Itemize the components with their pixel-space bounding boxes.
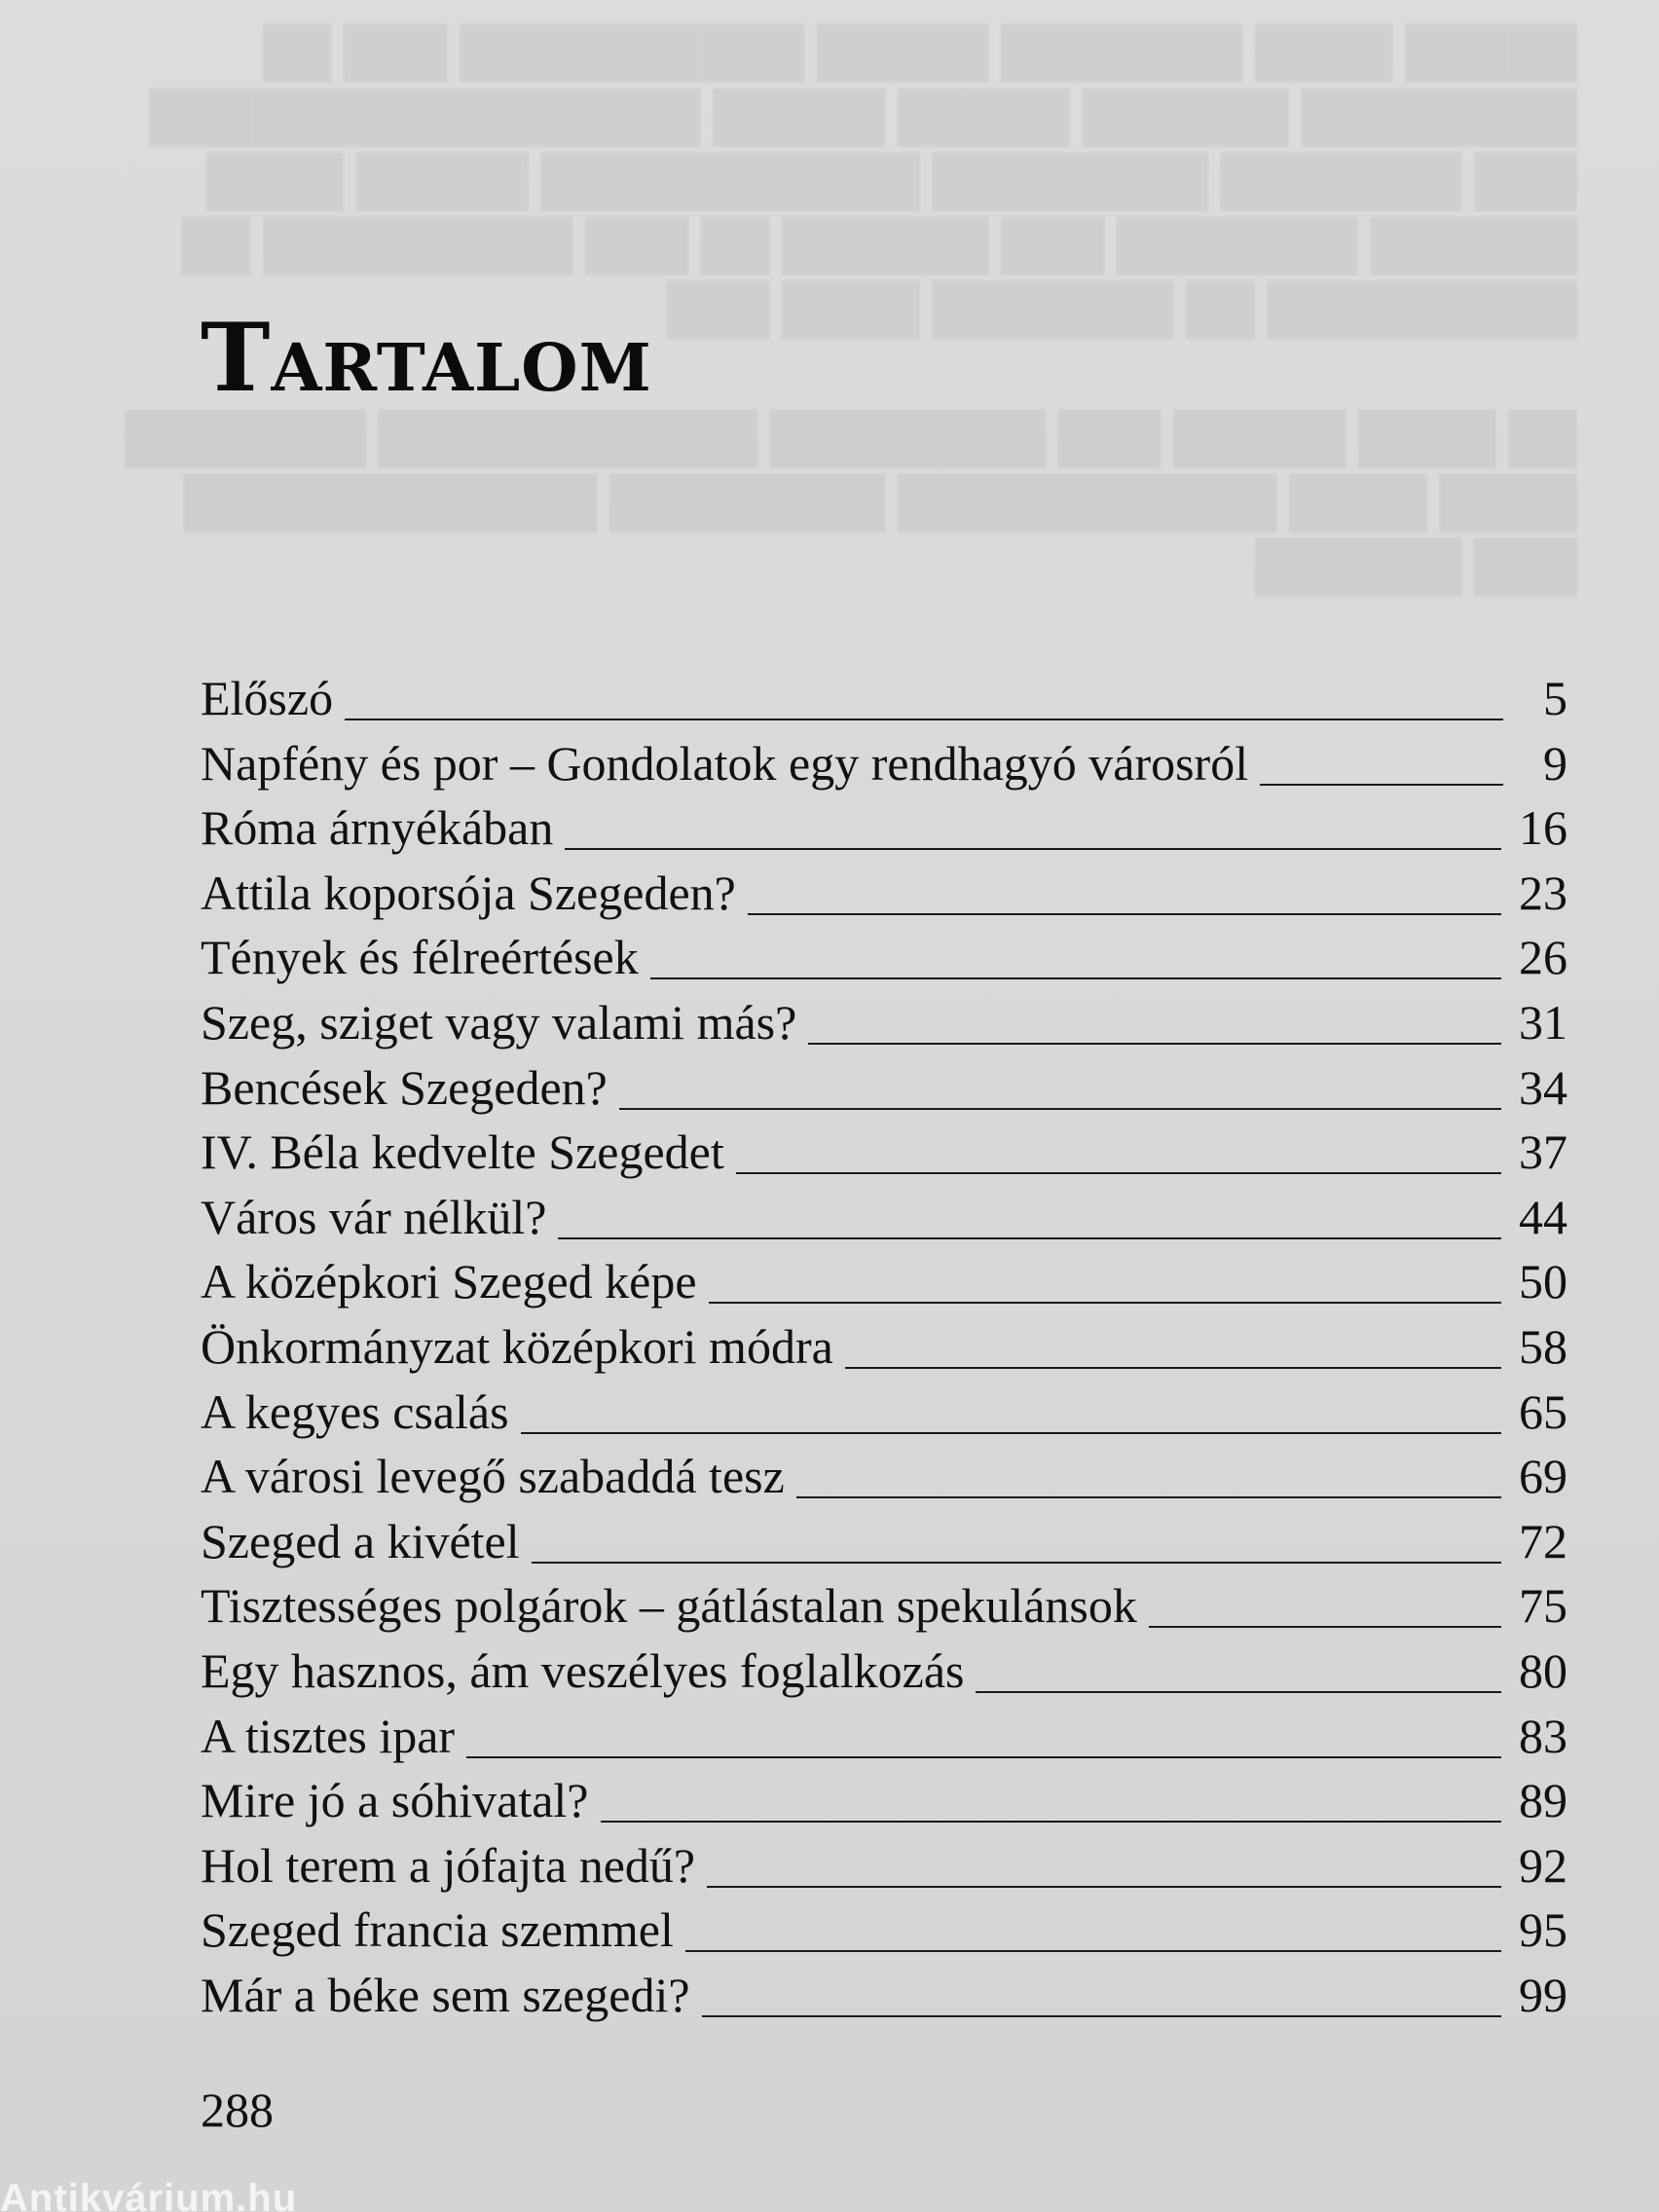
toc-entry-title: Hol terem a jófajta nedű? xyxy=(201,1837,696,1893)
toc-leader-line xyxy=(532,1562,1501,1564)
toc-entry[interactable] xyxy=(201,1898,1567,1963)
toc-entry[interactable] xyxy=(201,1768,1567,1833)
toc-entry-page: 80 xyxy=(1519,1642,1567,1698)
page-number: 288 xyxy=(201,2083,274,2137)
toc-entry-title: IV. Béla kedvelte Szegedet xyxy=(201,1124,724,1180)
toc-leader-line xyxy=(808,1043,1501,1045)
toc-entry-title: Egy hasznos, ám veszélyes foglalkozás xyxy=(201,1642,965,1698)
toc-entry-title: Előszó xyxy=(201,671,334,725)
toc-entry[interactable] xyxy=(201,1704,1567,1769)
toc-entry-title: Szeg, sziget vagy valami más? xyxy=(201,994,797,1050)
toc-entry-title: Mire jó a sóhivatal? xyxy=(201,1773,589,1828)
page-title: Tartalom xyxy=(201,303,652,413)
toc-leader-line xyxy=(707,1886,1501,1888)
toc-leader-line xyxy=(521,1432,1501,1434)
toc-leader-line xyxy=(1149,1626,1501,1628)
toc-leader-line xyxy=(619,1108,1501,1110)
toc-entry[interactable] xyxy=(201,1963,1567,2028)
toc-entry[interactable] xyxy=(201,990,1567,1055)
toc-entry-title: Róma árnyékában xyxy=(201,800,554,856)
table-of-contents xyxy=(201,666,1567,2027)
toc-entry-page: 16 xyxy=(1519,800,1567,856)
toc-entry-page: 72 xyxy=(1519,1513,1567,1568)
toc-entry-title: A tisztes ipar xyxy=(201,1708,456,1763)
toc-entry-title: A kegyes csalás xyxy=(201,1383,509,1439)
toc-entry[interactable] xyxy=(201,1314,1567,1380)
toc-entry-page: 5 xyxy=(1543,671,1567,725)
bleed-through-text: █████ ████ ███████ █████ ██████████ ███ ██ ████████ ██████ █████ █████ ████████████████ ███ ███████ ████████ ███████████ █████ ████ ██████ ███████ ███ ██████ ██ ███ █████████ ██ █████████ ██ ███████ ████ ███ ██ ████ █████ ███ ████████ ███████████ ███████ ████ ████ ███████████ ████████ ████████████ ███ ██████ xyxy=(125,24,1577,593)
toc-entry-title: Tisztességes polgárok – gátlástalan spekulánsok xyxy=(201,1578,1137,1634)
toc-entry-title: Tények és félreértések xyxy=(201,930,639,985)
toc-entry-page: 34 xyxy=(1519,1059,1567,1115)
toc-entry[interactable] xyxy=(201,1120,1567,1185)
toc-entry-title: Szeged francia szemmel xyxy=(201,1902,674,1958)
toc-entry-page: 65 xyxy=(1519,1383,1567,1439)
toc-leader-line xyxy=(976,1691,1501,1693)
toc-leader-line xyxy=(845,1367,1501,1369)
toc-entry[interactable] xyxy=(201,1639,1567,1704)
toc-leader-line xyxy=(345,719,1503,720)
toc-entry-page: 89 xyxy=(1519,1773,1567,1828)
toc-entry[interactable] xyxy=(201,1055,1567,1121)
toc-entry[interactable] xyxy=(201,1380,1567,1445)
toc-entry-title: Bencések Szegeden? xyxy=(201,1059,608,1115)
toc-entry-title: Szeged a kivétel xyxy=(201,1513,520,1568)
toc-entry-page: 69 xyxy=(1519,1449,1567,1504)
toc-entry-page: 44 xyxy=(1519,1189,1567,1244)
toc-entry-page: 26 xyxy=(1519,930,1567,985)
toc-entry-page: 37 xyxy=(1519,1124,1567,1180)
toc-leader-line xyxy=(1260,784,1503,786)
toc-entry-page: 99 xyxy=(1519,1967,1567,2022)
toc-leader-line xyxy=(796,1496,1501,1498)
toc-leader-line xyxy=(558,1237,1501,1239)
toc-entry[interactable] xyxy=(201,1573,1567,1639)
toc-entry-page: 23 xyxy=(1519,865,1567,920)
watermark: Antikvárium.hu xyxy=(0,2177,298,2212)
toc-leader-line xyxy=(466,1756,1501,1758)
toc-entry-title: Napfény és por – Gondolatok egy rendhagyó városról xyxy=(201,735,1249,791)
toc-entry[interactable] xyxy=(201,1509,1567,1574)
toc-leader-line xyxy=(601,1821,1502,1823)
toc-entry[interactable] xyxy=(201,795,1567,861)
toc-entry[interactable] xyxy=(201,1185,1567,1250)
toc-entry-page: 75 xyxy=(1519,1578,1567,1634)
toc-leader-line xyxy=(736,1172,1501,1174)
toc-entry-page: 50 xyxy=(1519,1254,1567,1309)
toc-entry-title: A középkori Szeged képe xyxy=(201,1254,697,1309)
toc-entry[interactable] xyxy=(201,1833,1567,1899)
toc-entry[interactable] xyxy=(201,731,1567,796)
toc-leader-line xyxy=(565,848,1501,850)
toc-entry-page: 92 xyxy=(1519,1837,1567,1893)
toc-entry-page: 95 xyxy=(1519,1902,1567,1958)
toc-entry-title: Város vár nélkül? xyxy=(201,1189,547,1244)
toc-entry[interactable] xyxy=(201,925,1567,990)
toc-entry[interactable] xyxy=(201,1249,1567,1314)
toc-entry[interactable] xyxy=(201,666,1567,731)
toc-entry-title: Önkormányzat középkori módra xyxy=(201,1318,833,1374)
toc-entry-page: 83 xyxy=(1519,1708,1567,1763)
toc-entry-page: 58 xyxy=(1519,1318,1567,1374)
toc-entry-title: A városi levegő szabaddá tesz xyxy=(201,1449,785,1504)
toc-entry-page: 9 xyxy=(1543,735,1567,791)
toc-leader-line xyxy=(685,1950,1501,1952)
toc-entry-page: 31 xyxy=(1519,994,1567,1050)
toc-entry-title: Attila koporsója Szegeden? xyxy=(201,865,736,920)
toc-leader-line xyxy=(650,977,1501,979)
toc-leader-line xyxy=(709,1302,1501,1304)
toc-entry[interactable] xyxy=(201,1444,1567,1509)
toc-leader-line xyxy=(702,2015,1501,2017)
toc-entry[interactable] xyxy=(201,861,1567,926)
toc-entry-title: Már a béke sem szegedi? xyxy=(201,1967,690,2022)
toc-leader-line xyxy=(748,913,1501,915)
